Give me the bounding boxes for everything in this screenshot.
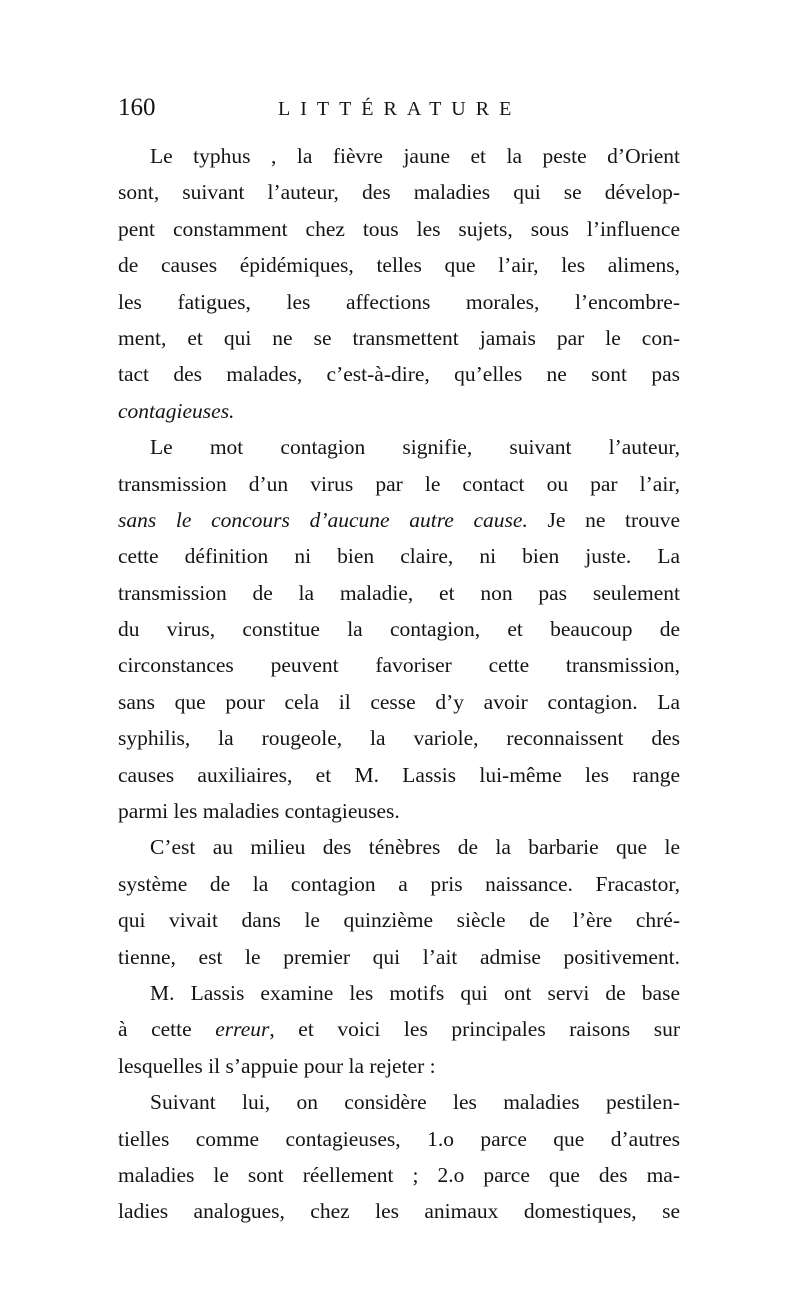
text-line: sont, suivant l’auteur, des maladies qui se dévelop-	[118, 180, 680, 205]
text-line: ment, et qui ne se transmettent jamais par le con-	[118, 325, 680, 350]
text-line: tact des malades, c’est-à-dire, qu’elles ne sont pas	[118, 362, 680, 387]
text-segment: à cette	[118, 1017, 216, 1042]
text-line: pent constamment chez tous les sujets, sous l’influence	[118, 216, 680, 241]
page-header	[118, 92, 678, 132]
text-line: Suivant lui, on considère les maladies pestilen-	[150, 1090, 680, 1115]
text-line	[118, 502, 680, 538]
text-line: transmission de la maladie, et non pas seulement	[118, 580, 680, 605]
text-line: C’est au milieu des ténèbres de la barbarie que le	[150, 835, 680, 860]
text-line: transmission d’un virus par le contact ou par l’air,	[118, 471, 680, 496]
text-line: maladies le sont réellement ; 2.o parce que des ma-	[118, 1162, 680, 1187]
italic-word: erreur	[215, 1017, 270, 1042]
running-head: LITTÉRATURE	[278, 98, 522, 120]
text-line: système de la contagion a pris naissance. Fracastor,	[118, 871, 680, 896]
text-line: Le mot contagion signifie, suivant l’auteur,	[150, 435, 680, 460]
text-segment: , et voici les principales raisons sur	[269, 1017, 680, 1042]
text-segment: Je ne trouve	[527, 507, 680, 532]
text-line: syphilis, la rougeole, la variole, reconnaissent des	[118, 726, 680, 751]
text-line: ladies analogues, chez les animaux domestiques, se	[118, 1199, 680, 1224]
text-line: tielles comme contagieuses, 1.o parce que d’autres	[118, 1126, 680, 1151]
text-line: les fatigues, les affections morales, l’encombre-	[118, 289, 680, 314]
text-line: Le typhus , la fièvre jaune et la peste d’Orient	[150, 144, 680, 168]
text-line: cette définition ni bien claire, ni bien juste. La	[118, 544, 680, 569]
text-line: tienne, est le premier qui l’ait admise positivement.	[118, 944, 680, 969]
text-line: lesquelles il s’appuie pour la rejeter :	[118, 1053, 436, 1078]
text-line: qui vivait dans le quinzième siècle de l’ère chré-	[118, 908, 680, 933]
text-line: circonstances peuvent favoriser cette transmission,	[118, 653, 680, 678]
page-number: 160	[118, 94, 156, 121]
text-line: M. Lassis examine les motifs qui ont servi de base	[150, 980, 680, 1005]
text-line: sans que pour cela il cesse d’y avoir contagion. La	[118, 689, 680, 714]
italic-phrase: sans le concours d’aucune autre cause.	[118, 507, 528, 532]
text-line: de causes épidémiques, telles que l’air, les alimens,	[118, 253, 680, 278]
body-text	[118, 138, 680, 1230]
text-line: parmi les maladies contagieuses.	[118, 799, 400, 824]
text-line: causes auxiliaires, et M. Lassis lui-même les range	[118, 762, 680, 787]
text-line	[118, 1011, 680, 1047]
text-line: du virus, constitue la contagion, et beaucoup de	[118, 617, 680, 642]
text-line: contagieuses.	[118, 398, 235, 423]
